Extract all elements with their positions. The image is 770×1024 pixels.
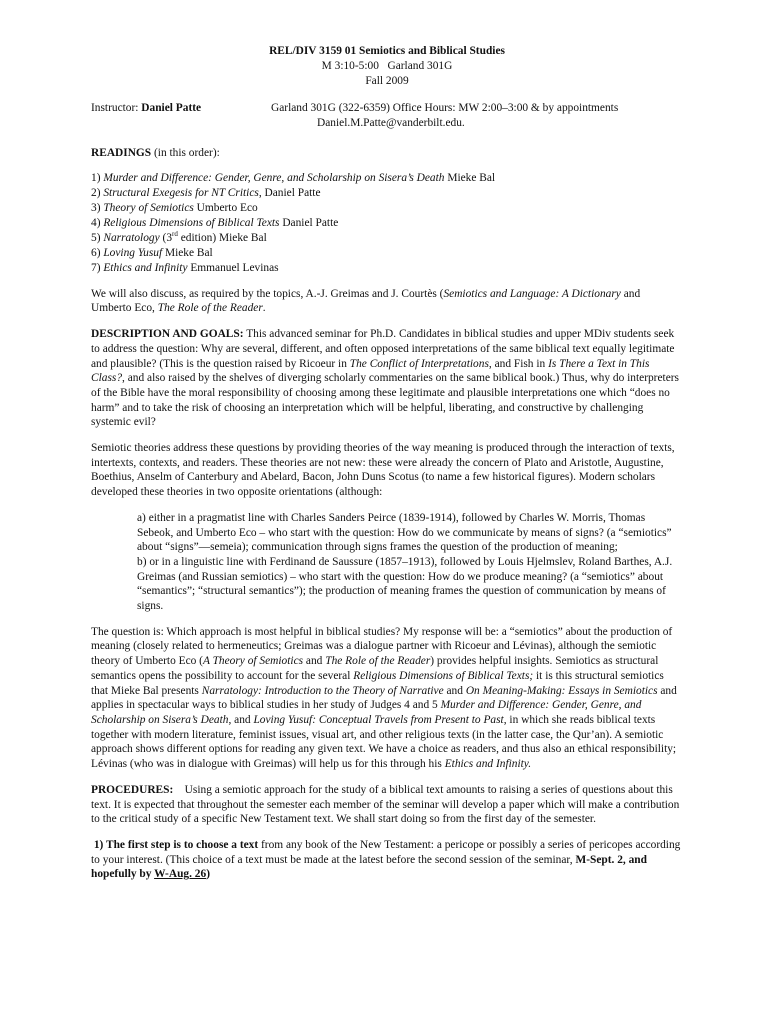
office-hours: Garland 301G (322-6359) Office Hours: MW 2:00–3:00 & by appointments (271, 102, 619, 114)
reading-item: 6) Loving Yusuf Mieke Bal (91, 246, 213, 259)
syllabus-page (91, 44, 683, 882)
reading-item: 3) Theory of Semiotics Umberto Eco (91, 201, 258, 214)
procedures-heading: PROCEDURES: (91, 783, 174, 796)
reading-item: 7) Ethics and Infinity Emmanuel Levinas (91, 261, 279, 274)
instructor-label: Instructor: Daniel Patte (91, 102, 202, 114)
description-heading: DESCRIPTION AND GOALS: (91, 328, 244, 341)
description-paragraph: DESCRIPTION AND GOALS: This advanced seminar for Ph.D. Candidates in biblical studies and upper MDiv students seek to address the question: Why are several, different, and often opposed interpretations of the same biblical text equally legitimate and plausible? (This is the question raised by Ricoeur in The Conflict of Interpretations, and Fish in Is There a Text in This Class?, and also raised by the shelves of diverging scholarly commentaries on the same biblical book.) Thus, why do interpreters of the Bible have the moral responsibility of choosing among these legitimate and plausible interpretations one which “does no harm” and to take the risk of choosing an interpretation which will be helpful, liberating, and constructive by challenging systemic evil? (91, 328, 679, 429)
orientation-b: b) or in a linguistic line with Ferdinand de Saussure (1857–1913), followed by Louis Hjelmslev, Roland Barthes, A.J. Greimas (and Russian semiotics) – who start with the question: How do we produce meaning? (a “semiotics” about “semantics”; “structural semantics”); the production of meaning frames the question of communication by means of signs. (137, 555, 673, 613)
orientation-a: a) either in a pragmatist line with Charles Sanders Peirce (1839-1914), followed by Charles W. Morris, Thomas Sebeok, and Umberto Eco – who start with the question: How do we communicate by means of signs? (a “semiotics” about “signs”—semeia); communication through signs frames the question of the production of meaning; (137, 511, 672, 554)
semiotic-paragraph: Semiotic theories address these questions by providing theories of the way meaning is produced through the interaction of texts, intertexts, contexts, and readers. These theories are not new: these were already the concern of Plato and Aristotle, Augustine, Boethius, Anselm of Canterbury and Abelard, Bacon, John Duns Scotus (to name a few historical figures). Modern scholars developed these theories in two opposite orientations (although: (91, 442, 675, 499)
additional-readings: We will also discuss, as required by the topics, A.-J. Greimas and J. Courtès (Semiotics and Language: A Dictionary and Umberto Eco, The Role of the Reader. (91, 287, 641, 315)
readings-list (91, 171, 683, 276)
course-schedule: M 3:10-5:00 Garland 301G (321, 60, 453, 72)
instructor-contact (271, 101, 691, 130)
deadline-date: W-Aug. 26 (154, 868, 207, 881)
question-paragraph: The question is: Which approach is most helpful in biblical studies? My response will be: a “semiotics” about the production of meaning (closely related to hermeneutics; Greimas was a dialogue partner with Ricoeur and Lévinas), although the semiotic theory of Umberto Eco (A Theory of Semiotics and The Role of the Reader) provides helpful insights. Semiotics as structural semantics opens the possibility to account for the several Religious Dimensions of Biblical Texts; it is this structural semiotics that Mieke Bal presents Narratology: Introduction to the Theory of Narrative and On Meaning-Making: Essays in Semiotics and applies in spectacular ways to biblical studies in her study of Judges 4 and 5 Murder and Difference: Gender, Genre, and Scholarship on Sisera’s Death, and Loving Yusuf: Conceptual Travels from Present to Past, in which she reads biblical texts together with modern literature, feminist issues, visual art, and other religious texts (in the latter case, the Qur’an). A semiotic approach shows different options for reading any given text. We have a choice as readers, and thus also an ethical responsibility; Lévinas (who was in dialogue with Greimas) will help us for this through his Ethics and Infinity. (91, 625, 677, 771)
instructor-name: Daniel Patte (141, 102, 202, 114)
course-header (91, 44, 683, 89)
course-title: REL/DIV 3159 01 Semiotics and Biblical Studies (269, 45, 505, 57)
reading-item: 5) Narratology (3rd edition) Mieke Bal (91, 229, 267, 244)
course-term: Fall 2009 (365, 75, 409, 87)
step-one-paragraph: 1) The first step is to choose a text from any book of the New Testament: a pericope or possibly a series of pericopes according to your interest. (This choice of a text must be made at the latest before the second session of the seminar, M-Sept. 2, and hopefully by W-Aug. 26) (91, 838, 681, 881)
readings-heading: READINGS (in this order): (91, 147, 220, 159)
reading-item: 4) Religious Dimensions of Biblical Texts Daniel Patte (91, 216, 339, 229)
reading-item: 2) Structural Exegesis for NT Critics, Daniel Patte (91, 186, 321, 199)
instructor-block (91, 101, 683, 131)
orientations-block (137, 511, 679, 614)
reading-item: 1) Murder and Difference: Gender, Genre, and Scholarship on Sisera’s Death Mieke Bal (91, 171, 496, 184)
instructor-email[interactable]: Daniel.M.Patte@vanderbilt.edu. (317, 116, 465, 129)
procedures-paragraph: PROCEDURES: Using a semiotic approach for the study of a biblical text amounts to raising a series of questions about this text. It is expected that throughout the semester each member of the seminar will develop a paper which will make a contribution to the critical study of a specific New Testament text. We shall start doing so from the first day of the semester. (91, 783, 683, 826)
